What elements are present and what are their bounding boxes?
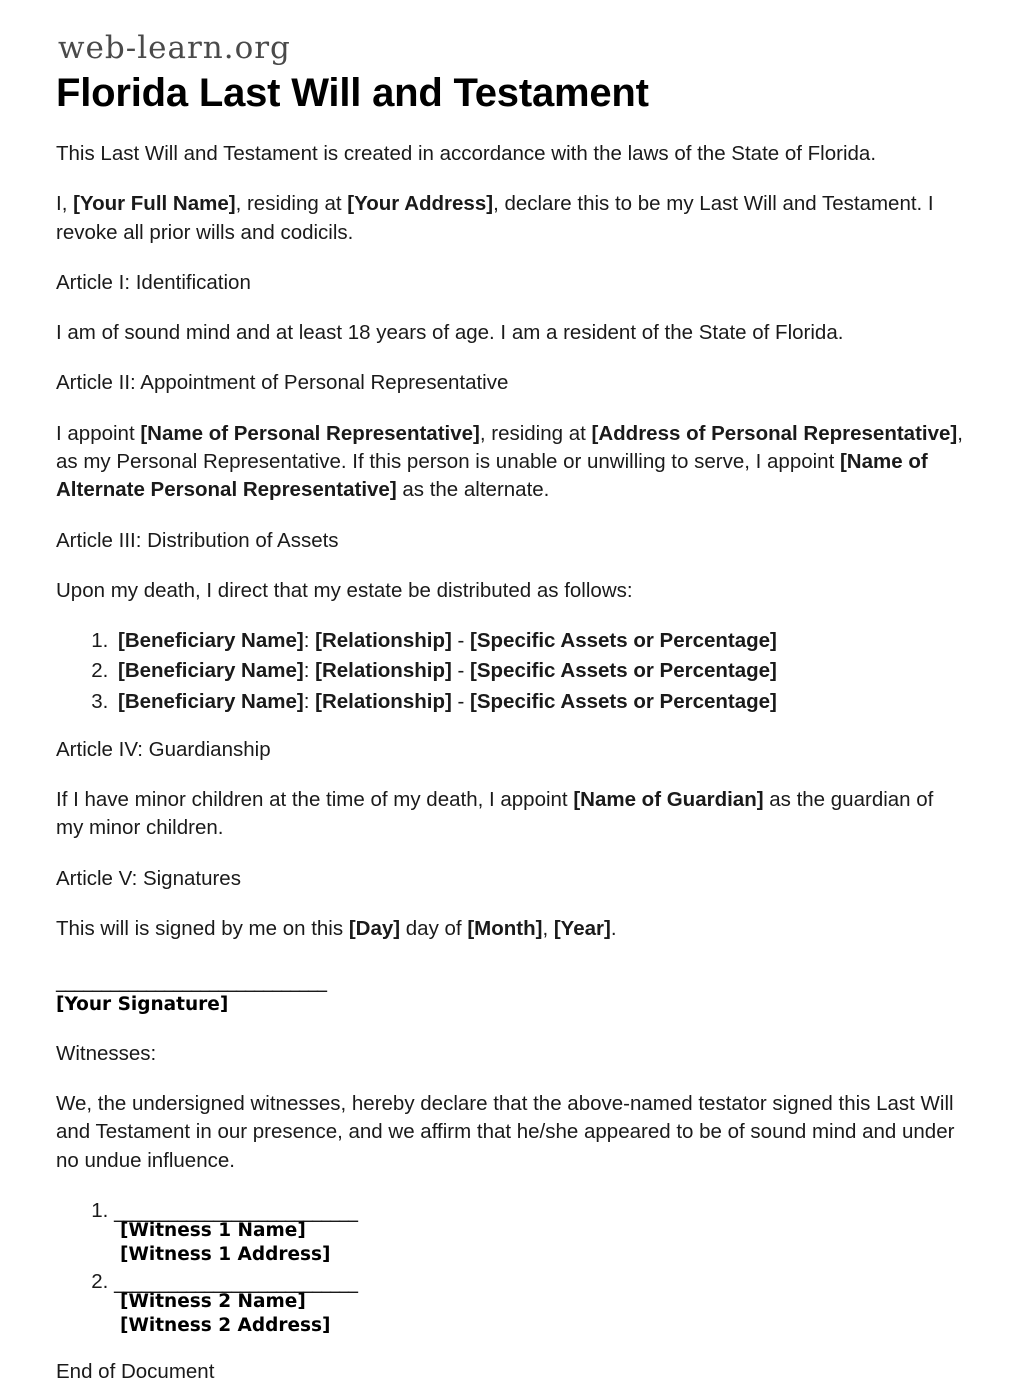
article-2-heading: Article II: Appointment of Personal Representative xyxy=(56,371,509,395)
article-1-heading: Article I: Identification xyxy=(56,270,251,294)
article-4-heading: Article IV: Guardianship xyxy=(56,737,271,761)
list-item xyxy=(114,627,965,655)
declaration-mid-1: , residing at xyxy=(235,192,348,216)
page-title: Florida Last Will and Testament xyxy=(56,71,649,116)
signature-label: [Your Signature] xyxy=(56,994,229,1016)
personal-representative-name-placeholder: [Name of Personal Representative] xyxy=(140,421,480,445)
beneficiary-assets: [Specific Assets or Percentage] xyxy=(470,689,777,713)
article-2-mid-2: , as my Personal Representative. If this person is unable or unwilling to serve, I appoint xyxy=(56,421,963,473)
beneficiary-separator-2: - xyxy=(451,659,471,683)
intro-paragraph: This Last Will and Testament is created in accordance with the laws of the State of Florida. xyxy=(56,141,877,165)
year-placeholder: [Year] xyxy=(553,917,611,941)
your-address-placeholder: [Your Address] xyxy=(347,192,494,216)
article-2-body xyxy=(56,420,965,505)
beneficiary-separator-2: - xyxy=(451,689,471,713)
article-5-mid-1: day of xyxy=(400,917,468,941)
signature-block xyxy=(56,968,965,1017)
witnesses-heading: Witnesses: xyxy=(56,1041,157,1065)
witness-signature-rule: 2. ___________________________ xyxy=(114,1268,357,1293)
witness-name: [Witness 2 Name] xyxy=(120,1290,306,1312)
site-header-watermark: web-learn.org xyxy=(58,30,291,66)
declaration-lead: I, xyxy=(56,192,74,216)
beneficiary-name: [Beneficiary Name] xyxy=(118,659,304,683)
list-item xyxy=(114,688,965,716)
beneficiary-relationship: [Relationship] xyxy=(315,689,452,713)
beneficiary-separator-2: - xyxy=(451,629,471,653)
article-4-tail: as the guardian of my minor children. xyxy=(56,788,934,840)
declaration-paragraph xyxy=(56,190,965,247)
beneficiary-name: [Beneficiary Name] xyxy=(118,629,304,653)
witness-name: [Witness 1 Name] xyxy=(120,1219,306,1241)
personal-representative-address-placeholder: [Address of Personal Representative] xyxy=(591,421,958,445)
article-5-mid-2: , xyxy=(542,917,554,941)
article-2-mid-1: , residing at xyxy=(479,421,592,445)
list-item xyxy=(114,1268,965,1339)
list-item xyxy=(114,657,965,685)
article-2-lead: I appoint xyxy=(56,421,141,445)
end-of-document-note: End of Document xyxy=(56,1360,215,1384)
article-5-body xyxy=(56,915,965,943)
guardian-name-placeholder: [Name of Guardian] xyxy=(573,788,764,812)
article-5-tail: . xyxy=(610,917,617,941)
witness-signature-rule: 1. ___________________________ xyxy=(114,1197,357,1222)
article-4-body xyxy=(56,786,965,843)
beneficiary-assets: [Specific Assets or Percentage] xyxy=(470,659,777,683)
article-2-tail: as the alternate. xyxy=(396,478,550,502)
article-1-body: I am of sound mind and at least 18 years of age. I am a resident of the State of Florida. xyxy=(56,321,844,345)
month-placeholder: [Month] xyxy=(467,917,543,941)
declaration-tail: , declare this to be my Last Will and Testament. I revoke all prior wills and codicils. xyxy=(56,192,934,244)
signature-rule: ______________________________ xyxy=(56,968,326,993)
article-3-heading: Article III: Distribution of Assets xyxy=(56,528,339,552)
beneficiary-separator-1: : xyxy=(303,689,316,713)
article-4-lead: If I have minor children at the time of my death, I appoint xyxy=(56,788,574,812)
beneficiary-separator-1: : xyxy=(303,659,316,683)
article-3-intro: Upon my death, I direct that my estate be distributed as follows: xyxy=(56,578,633,602)
your-full-name-placeholder: [Your Full Name] xyxy=(73,192,236,216)
beneficiary-list xyxy=(56,627,965,716)
article-5-heading: Article V: Signatures xyxy=(56,866,241,890)
beneficiary-name: [Beneficiary Name] xyxy=(118,689,304,713)
beneficiary-relationship: [Relationship] xyxy=(315,659,452,683)
alternate-representative-placeholder: [Name of Alternate Personal Representative] xyxy=(56,449,928,502)
list-item xyxy=(114,1197,965,1268)
article-5-lead: This will is signed by me on this xyxy=(56,917,349,941)
witness-address: [Witness 2 Address] xyxy=(120,1315,331,1337)
witnesses-affirmation: We, the undersigned witnesses, hereby declare that the above-named testator signed this Last Will and Testament in our presence, and we affirm that he/she appeared to be of sound mind and under no undue influence. xyxy=(56,1092,955,1172)
day-placeholder: [Day] xyxy=(348,917,401,941)
witness-address: [Witness 1 Address] xyxy=(120,1244,331,1266)
witness-list xyxy=(56,1197,965,1339)
beneficiary-separator-1: : xyxy=(303,629,316,653)
beneficiary-relationship: [Relationship] xyxy=(315,629,452,653)
beneficiary-assets: [Specific Assets or Percentage] xyxy=(470,629,777,653)
